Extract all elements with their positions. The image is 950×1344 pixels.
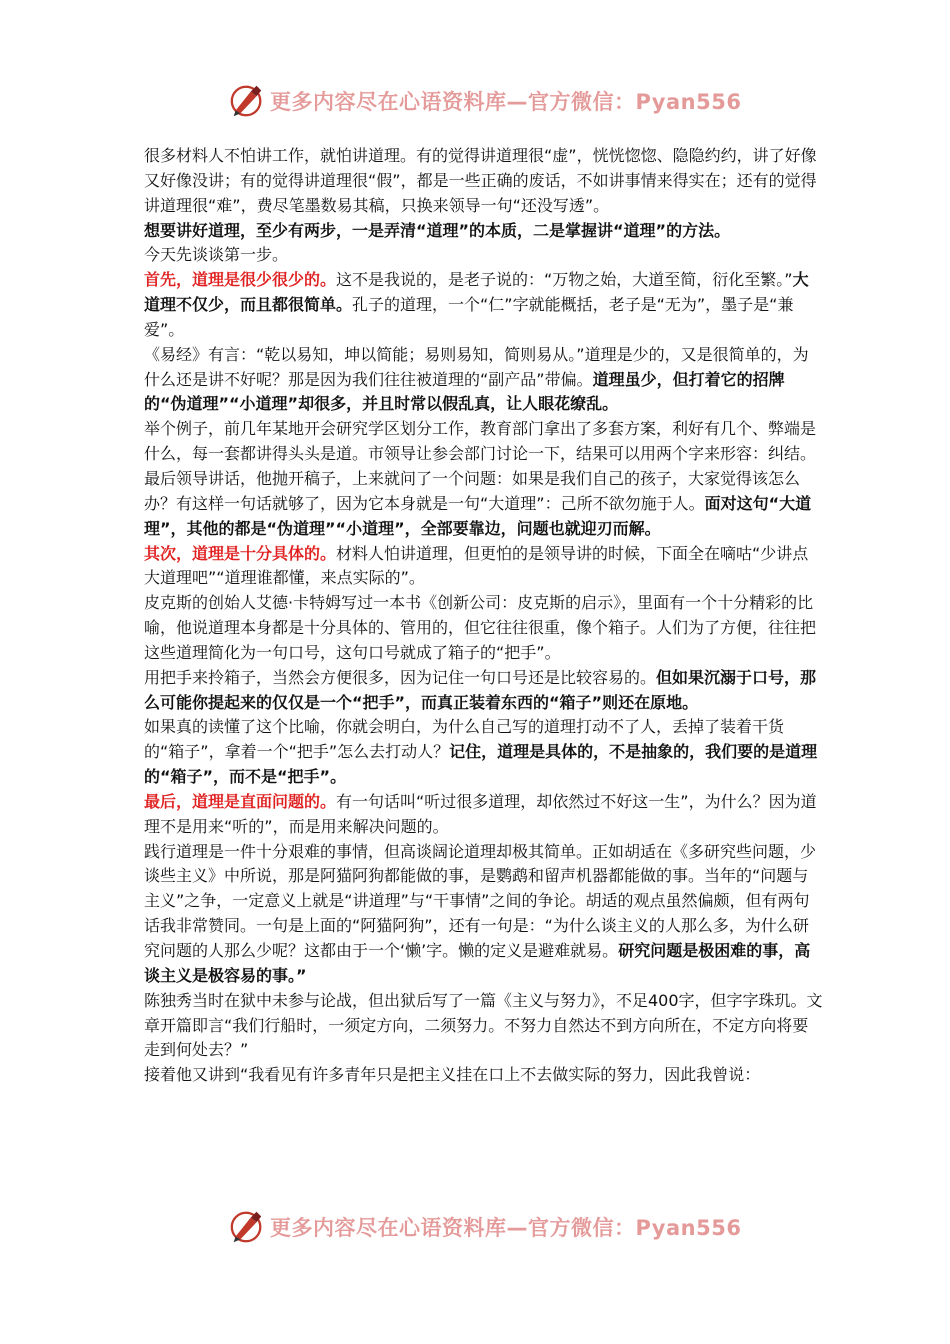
paragraph <box>144 1063 824 1088</box>
bold-text: 道理虽少，但打着它的招牌的“伪道理”“小道理”却很多，并且时常以假乱真，让人眼花缭乱。 <box>144 369 785 414</box>
highlight-heading: 首先，道理是很少很少的。 <box>144 270 337 290</box>
body-text: 用把手来拎箱子，当然会方便很多，因为记住一句口号还是比较容易的。 <box>144 667 657 687</box>
body-text: 践行道理是一件十分艰难的事情，但高谈阔论道理却极其简单。正如胡适在《多研究些问题，少谈些主义》中所说，那是阿猫阿狗都能做的事，是鹦鹉和留声机器都能做的事。当年的“问题与主义”之争，一定意义上就是“讲道理”与“干事情”之间的争论。胡适的观点虽然偏颇，但有两句话我非常赞同。一句是上面的“阿猫阿狗”，还有一句是：“为什么谈主义的人那么多，为什么研究问题的人那么少呢？这都由于一个‘懒’字。懒的定义是避难就易。 <box>144 841 817 960</box>
body-text: 很多材料人不怕讲工作，就怕讲道理。有的觉得讲道理很“虚”，恍恍惚惚、隐隐约约，讲了好像又好像没讲；有的觉得讲道理很“假”，都是一些正确的废话，不如讲事情来得实在；还有的觉得讲道理很“难”，费尽笔墨数易其稿，只换来领导一句“还没写透”。 <box>144 146 817 215</box>
body-text: 孔子的道理，一个“仁”字就能概括，老子是“无为”，墨子是“兼爱”。 <box>144 295 794 339</box>
body-text: 最后领导讲话，他抛开稿子，上来就问了一个问题：如果是我们自己的孩子，大家觉得该怎么办？有这样一句话就够了，因为它本身就是一句“大道理”：己所不欲勿施于人。 <box>144 468 801 513</box>
body-text: 接着他又讲到“我看见有许多青年只是把主义挂在口上不去做实际的努力，因此我曾说： <box>144 1065 761 1085</box>
paragraph <box>144 219 824 244</box>
banner-text: 更多内容尽在心语资料库—官方微信：Pyan556 <box>270 1216 742 1240</box>
paragraph <box>144 243 824 268</box>
body-text: 举个例子，前几年某地开会研究学区划分工作，教育部门拿出了多套方案，利好有几个、弊端是什么，每一套都讲得头头是道。市领导让参会部门讨论一下，结果可以用两个字来形容：纠结。 <box>144 419 817 464</box>
bold-text: 面对这句“大道理”，其他的都是“伪道理”“小道理”，全部要靠边，问题也就迎刃而解。 <box>144 493 812 538</box>
body-text: 材料人怕讲道理，但更怕的是领导讲的时候，下面全在嘀咕“少讲点大道理吧”“道理谁都懂，来点实际的”。 <box>144 543 809 588</box>
paragraph <box>144 144 824 219</box>
bold-text: 大道理不仅少，而且都很简单。 <box>144 270 809 315</box>
paragraph <box>144 542 824 592</box>
paragraph <box>144 840 824 989</box>
pen-nib-icon <box>228 82 266 120</box>
paragraph <box>144 715 824 790</box>
banner-text: 更多内容尽在心语资料库—官方微信：Pyan556 <box>270 90 742 114</box>
body-text: 如果真的读懂了这个比喻，你就会明白，为什么自己写的道理打动不了人，丢掉了装着干货的“箱子”，拿着一个“把手”怎么去打动人？ <box>144 717 785 762</box>
paragraph <box>144 467 824 542</box>
paragraph <box>144 591 824 666</box>
paragraph <box>144 666 824 716</box>
paragraph <box>144 989 824 1064</box>
highlight-heading: 最后，道理是直面问题的。 <box>144 791 337 811</box>
footer-banner <box>0 1206 950 1246</box>
body-text: 今天先谈谈第一步。 <box>144 245 289 265</box>
pen-nib-icon <box>228 1208 266 1246</box>
body-text: 陈独秀当时在狱中未参与论战，但出狱后写了一篇《主义与努力》，不足400字，但字字珠玑。文章开篇即言“我们行船时，一须定方向，二须努力。不努力自然达不到方向所在，不定方向将要走到何处去？” <box>144 990 823 1060</box>
paragraph <box>144 790 824 840</box>
bold-text: 记住，道理是具体的，不是抽象的，我们要的是道理的“箱子”，而不是“把手”。 <box>144 742 818 787</box>
paragraph <box>144 417 824 467</box>
body-text: 《易经》有言：“乾以易知，坤以简能；易则易知，简则易从。”道理是少的，又是很简单的，为什么还是讲不好呢？那是因为我们往往被道理的“副产品”带偏。 <box>144 344 809 389</box>
body-text: 有一句话叫“听过很多道理，却依然过不好这一生”，为什么？因为道理不是用来“听的”，而是用来解决问题的。 <box>144 791 817 836</box>
bold-text: 但如果沉溺于口号，那么可能你提起来的仅仅是一个“把手”，而真正装着东西的“箱子”则还在原地。 <box>144 667 817 712</box>
bold-text: 想要讲好道理，至少有两步，一是弄清“道理”的本质，二是掌握讲“道理”的方法。 <box>144 220 731 240</box>
paragraph <box>144 343 824 418</box>
highlight-heading: 其次，道理是十分具体的。 <box>144 543 337 563</box>
article-body <box>144 144 824 1088</box>
body-text: 这不是我说的，是老子说的：“万物之始，大道至简，衍化至繁。” <box>336 270 793 290</box>
body-text: 皮克斯的创始人艾德·卡特姆写过一本书《创新公司：皮克斯的启示》，里面有一个十分精彩的比喻，他说道理本身都是十分具体的、管用的，但它往往很重，像个箱子。人们为了方便，往往把这些道理简化为一句口号，这句口号就成了箱子的“把手”。 <box>144 593 817 662</box>
paragraph <box>144 268 824 343</box>
bold-text: 研究问题是极困难的事，高谈主义是极容易的事。” <box>144 941 811 985</box>
header-banner <box>0 80 950 120</box>
